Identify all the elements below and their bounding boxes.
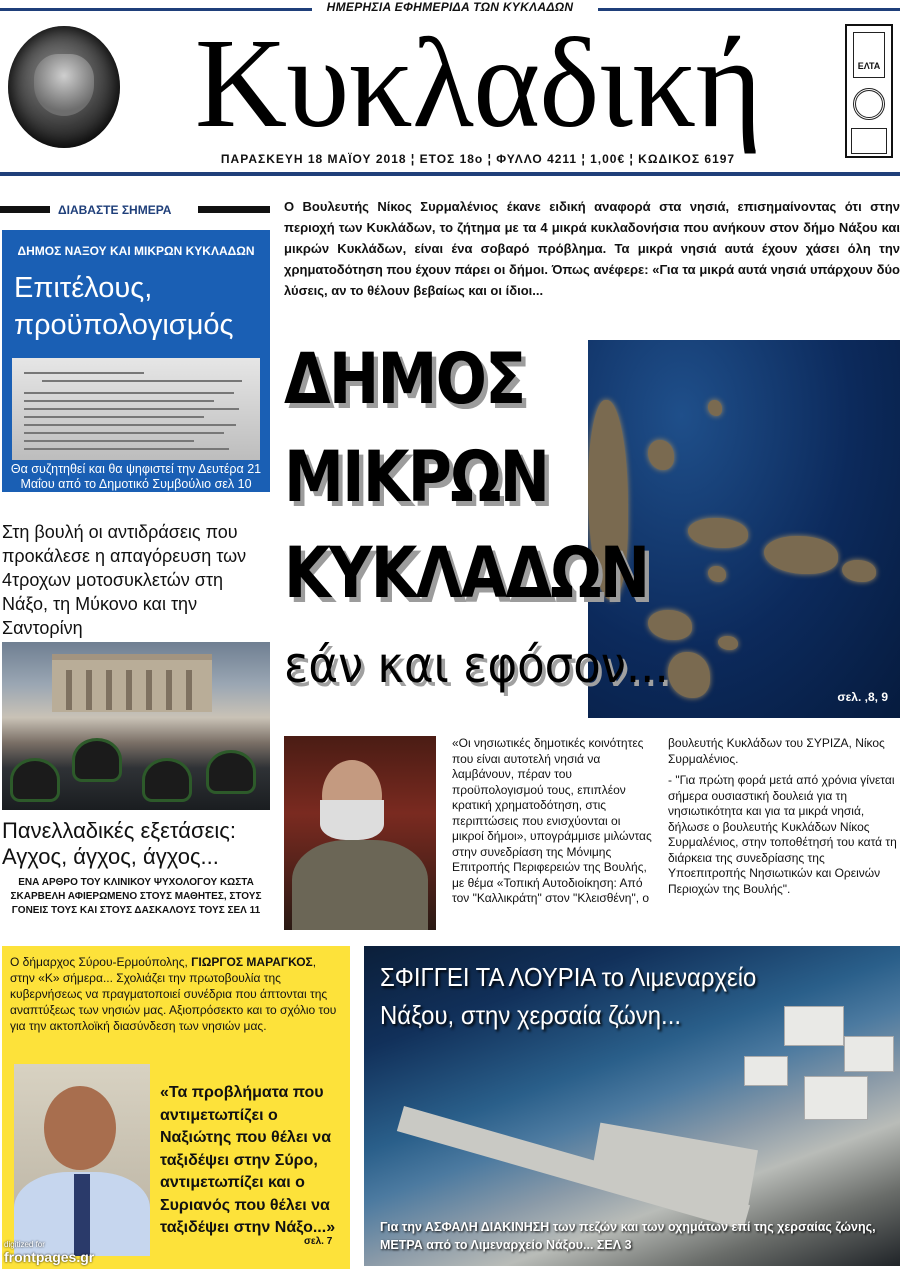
read-today-header — [0, 203, 270, 217]
headline-line1[interactable]: ΔΗΜΟΣ — [284, 338, 525, 420]
portrait-suit — [292, 840, 428, 930]
budget-story-box[interactable] — [2, 230, 270, 492]
port-building — [804, 1076, 868, 1120]
port-title-line2: Νάξου, στην χερσαία ζώνη... — [380, 1000, 681, 1030]
port-title — [380, 958, 756, 1034]
exams-subtitle: ΕΝΑ ΑΡΘΡΟ ΤΟΥ ΚΛΙΝΙΚΟΥ ΨΥΧΟΛΟΓΟΥ ΚΩΣΤΑ ΣΚΑΡΒΕΛΗ ΑΦΙΕΡΩΜΕΝΟ ΣΤΟΥΣ ΜΑΘΗΤΕΣ, ΣΤΟΥΣ ΓΟΝΕΙΣ ΤΟΥΣ ΚΑΙ ΣΤΟΥΣ ΔΑΣΚΑΛΟΥΣ ΤΟΥΣ ΣΕΛ 11 — [10, 877, 262, 916]
elta-logo — [853, 32, 885, 78]
budget-title — [14, 270, 234, 344]
budget-caption: Θα συζητηθεί και θα ψηφιστεί την Δευτέρα 21 Μαΐου από το Δημοτικό Συμβούλιο σελ 10 — [10, 462, 262, 491]
mayor-intro-a: Ο δήμαρχος Σύρου-Ερμούπολης, — [10, 955, 192, 969]
frontpages-watermark[interactable] — [4, 1240, 94, 1265]
atv-vehicle — [206, 750, 256, 794]
portrait-beard — [320, 800, 384, 840]
read-today-label: ΔΙΑΒΑΣΤΕ ΣΗΜΕΡΑ — [58, 203, 172, 217]
masthead-title[interactable]: Κυκλαδική — [194, 12, 762, 154]
headline-line3[interactable]: ΚΥΚΛΑΔΩΝ — [284, 532, 649, 614]
atv-ban-story[interactable]: Στη βουλή οι αντιδράσεις που προκάλεσε η απαγόρευση των 4τροχων μοτοσυκλετών στη Νάξο, τη Μύκονο και την Σαντορίνη — [2, 522, 247, 638]
port-aerial-photo[interactable] — [364, 946, 900, 1266]
dateline: ΠΑΡΑΣΚΕΥΗ 18 ΜΑΪΟΥ 2018 ¦ ΕΤΟΣ 18ο ¦ ΦΥΛΛΟ 4211 ¦ 1,00€ ¦ ΚΩΔΙΚΟΣ 6197 — [220, 152, 736, 166]
parliament-building — [52, 654, 212, 712]
port-building — [844, 1036, 894, 1072]
ancient-coin-logo — [8, 26, 120, 148]
watermark-top: digitized for — [4, 1240, 45, 1249]
tagline-text: ΗΜΕΡΗΣΙΑ ΕΦΗΜΕΡΙΔΑ ΤΩΝ ΚΥΚΛΑΔΩΝ — [326, 0, 574, 14]
headline-line4[interactable]: εάν και εφόσον... — [284, 636, 669, 694]
atv-vehicle — [142, 758, 192, 802]
mayor-interview-box[interactable] — [2, 946, 350, 1269]
body-column-2-b: - "Για πρώτη φορά μετά από χρόνια γίνεται σήμερα ουσιαστική δουλειά για τη νησιωτικότητα και για τα μικρά νησιά, δήλωσε ο βουλευτής Κυκλάδων Νίκος Συρμαλένιος, στην τοποθέτησή του κατά τη διάρκεια της συνεδρίασης της Υποεπιτροπής Νησιωτικών και Ορεινών Περιοχών της Βουλής". — [668, 773, 897, 896]
port-caption: Για την ΑΣΦΑΛΗ ΔΙΑΚΙΝΗΣΗ των πεζών και των οχημάτων επί της χερσαίας ζώνης, ΜΕΤΡΑ από το Λιμεναρχείο Νάξου... ΣΕΛ 3 — [380, 1220, 876, 1252]
portrait-head — [44, 1086, 116, 1170]
island-shape — [842, 560, 876, 582]
mayor-portrait-photo — [14, 1064, 150, 1256]
read-today-bar-left — [0, 206, 50, 213]
pier — [590, 1123, 758, 1210]
island-shape — [764, 536, 838, 574]
elta-postage-box — [845, 24, 893, 158]
postage-stamp-icon — [853, 88, 885, 120]
read-today-bar-right — [198, 206, 270, 213]
watermark-site: frontpages.gr — [4, 1249, 95, 1265]
mayor-page-ref: σελ. 7 — [304, 1236, 333, 1247]
island-shape — [688, 518, 748, 548]
island-shape — [708, 566, 726, 582]
port-building — [784, 1006, 844, 1046]
parliament-atv-photo — [2, 642, 270, 810]
exams-headline[interactable] — [2, 818, 270, 870]
exams-title-line2: Αγχος, άγχος, άγχος... — [2, 844, 219, 869]
atv-vehicle — [10, 758, 60, 802]
postage-permit-box — [851, 128, 887, 154]
port-building — [744, 1056, 788, 1086]
body-column-1: «Οι νησιωτικές δημοτικές κοινότητες που είναι αυτοτελή νησιά να λαμβάνουν, πέραν του προϋπολογισμού τους, επιπλέον κρατική χρηματοδότηση, στις περιπτώσεις που ενισχύονται οι μικροί δήμοι», υπογράμμισε μιλώντας στην συνεδρίαση της Μόνιμης Επιτροπής Περιφερειών της Βουλής, με θέμα «Τοπική Αυτοδιοίκηση: Από τον "Καλλικράτη" στον "Κλεισθένη", ο — [452, 736, 652, 905]
budget-kicker: ΔΗΜΟΣ ΝΑΞΟΥ ΚΑΙ ΜΙΚΡΩΝ ΚΥΚΛΑΔΩΝ — [17, 244, 255, 258]
headline-line2[interactable]: ΜΙΚΡΩΝ — [284, 436, 549, 518]
atv-vehicle — [72, 738, 122, 782]
island-shape — [708, 400, 722, 416]
body-column-2 — [668, 736, 900, 897]
budget-title-line1: Επιτέλους, — [14, 272, 153, 304]
port-title-line1: ΣΦΙΓΓΕΙ ΤΑ ΛΟΥΡΙΑ το Λιμεναρχείο — [380, 962, 757, 992]
budget-document-photo — [12, 358, 260, 460]
elta-label: ΕΛΤΑ — [857, 61, 881, 71]
map-page-ref: σελ. ,8, 9 — [837, 690, 888, 704]
mayor-intro-b: , στην «Κ» σήμερα... Σχολιάζει την πρωτοβουλία της κυβερνήσεως να πραγματοποιεί συνέδρια που άπτονται της αναπτύξεως των νησιών μας. Αξιοπρόσεκτο και το σχόλιο του για την ακτοπλοϊκή διασύνδεση των νησιών μας. — [10, 955, 337, 1033]
lead-paragraph: Ο Βουλευτής Νίκος Συρμαλένιος έκανε ειδική αναφορά στα νησιά, επισημαίνοντας ότι στην περιοχή των Κυκλάδων, το ζήτημα με τα 4 μικρά κυκλαδονήσια που ανήκουν στον δήμο Νάξου και μικρών Κυκλάδων, είναι ένα σοβαρό πρόβλημα. Τα μικρά νησιά αυτά έχουν χάσει όλη την χρηματοδότηση που έχουν πάρει οι δήμοι. Όπως ανέφερε: «Για τα μικρά αυτά νησιά υπάρχουν δύο λύσεις, αν το θέλουν βεβαίως και οι ίδιοι... — [284, 199, 900, 298]
island-shape — [668, 652, 710, 698]
mayor-name: ΓΙΩΡΓΟΣ ΜΑΡΑΓΚΟΣ — [191, 955, 313, 969]
island-shape — [718, 636, 738, 650]
island-shape — [648, 440, 674, 470]
body-column-2-a: βουλευτής Κυκλάδων του ΣΥΡΙΖΑ, Νίκος Συρμαλένιος. — [668, 736, 885, 766]
masthead-rule — [0, 172, 900, 176]
mayor-intro — [10, 954, 344, 1034]
coin-relief — [34, 54, 94, 116]
mayor-quote: «Τα προβλήματα που αντιμετωπίζει ο Ναξιώτης που θέλει να ταξιδέψει στην Σύρο, αντιμετωπίζει και ο Συριανός που θέλει να ταξιδέψει στην Νάξο...» — [160, 1084, 336, 1236]
budget-title-line2: προϋπολογισμός — [14, 309, 234, 341]
mp-portrait-photo — [284, 736, 436, 930]
exams-title-line1: Πανελλαδικές εξετάσεις: — [2, 818, 237, 843]
